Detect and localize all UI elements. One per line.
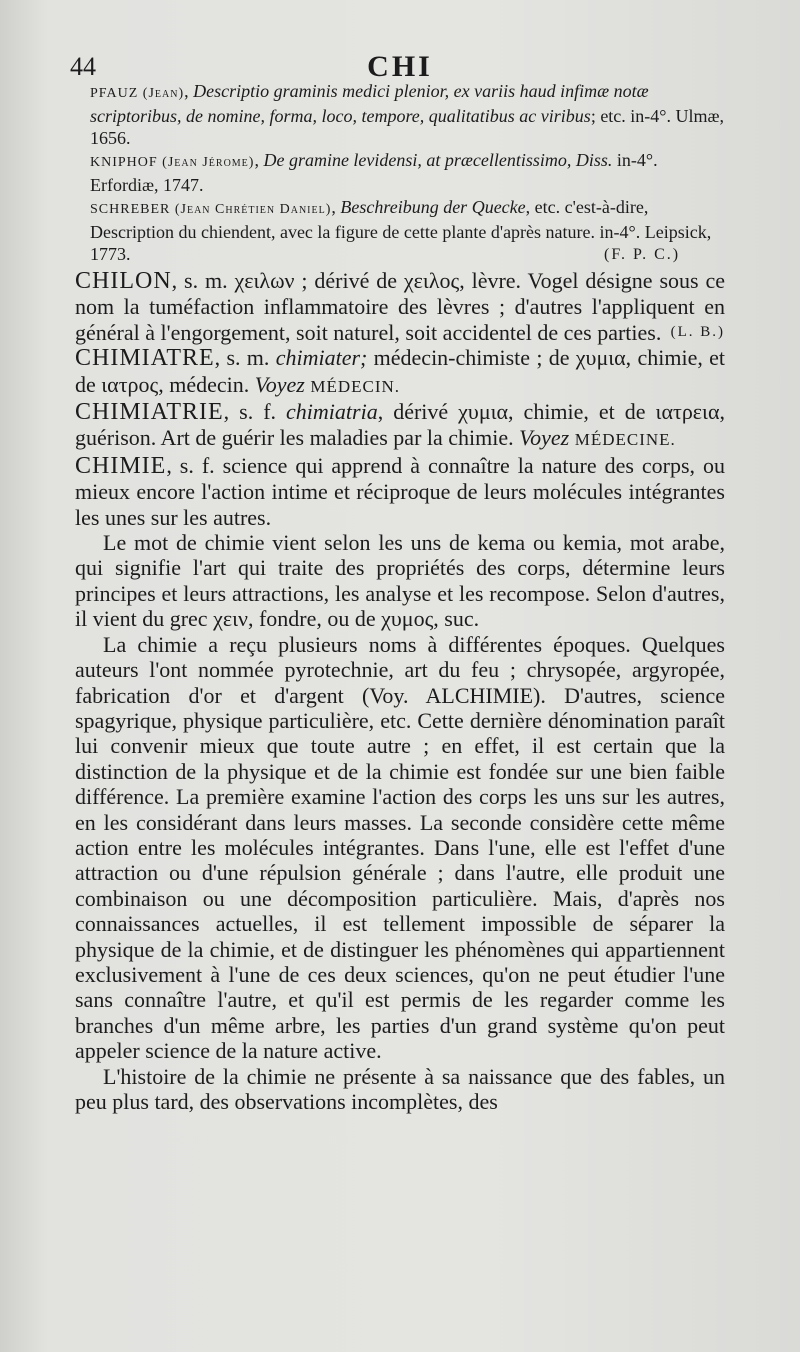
paragraph-history: L'histoire de la chimie ne présente à sa naissance que des fables, un peu plus tard, des observations incomplètes, des [75, 1063, 725, 1114]
paragraph-names: La chimie a reçu plusieurs noms à différentes époques. Quelques auteurs l'ont nommée pyrotechnie, art du feu ; chrysopée, argyropée, fabrication d'or et d'argent (Voy. ALCHIMIE). D'autres, science spagyrique, physique particulière, etc. Cette dernière dénomination paraît lui convenir mieux que toute autre ; en effet, il est certain que la distinction de la physique et de la chimie est fondée sur une bien faible différence. La première examine l'action des corps les uns sur les autres, en les considérant dans leurs masses. La seconde considère cette même action entre les molécules intégrantes. Dans l'une, elle est l'effet d'une attraction ou d'une répulsion générale ; dans l'autre, elle produit une combinaison ou une décomposition particulière. Mais, d'après nos connaissances actuelles, il est tellement impossible de séparer la physique de la chimie, et de distinguer les phénomènes qui appartiennent exclusivement à l'une de ces deux sciences, qu'on ne peut étudier l'une sans connaître l'autre, et qu'il est permis de les regarder comme les branches d'un même arbre, les parties d'un grand système qu'on peut appeler science de la nature active. [75, 631, 725, 1064]
bib-title: Descriptio graminis medici plenior, ex variis haud infimæ notæ scriptoribus, de nomine, forma, loco, tempore, qualitatibus ac viribus [90, 81, 649, 126]
entry-term: chimiatria [286, 399, 378, 425]
headword: CHIMIATRIE [75, 399, 224, 426]
entry-chimie [75, 453, 725, 530]
signature-lb: (L. B.) [670, 323, 725, 340]
bib-sep: , [254, 150, 264, 170]
entry-pre: , s. f. [223, 399, 287, 425]
bib-rest: , etc. c'est-à-dire, Description du chiendent, avec la figure de cette plante d'après nature. in-4°. Leipsick, 1773. [90, 197, 712, 264]
bib-rest: ; etc. in-4°. Ulmæ, 1656. [90, 106, 724, 148]
bib-entry-kniphof [90, 149, 730, 196]
headword: CHILON [75, 268, 172, 294]
signature-fpc: (F. P. C.) [604, 246, 681, 263]
entry-chimiatrie [75, 399, 725, 453]
bib-sep: , [331, 197, 341, 217]
bib-rest: in-4°. Erfordiæ, 1747. [90, 150, 658, 195]
entry-text: , s. f. science qui apprend à connaître la nature des corps, ou mieux encore l'action intime et réciproque de leurs molécules intégrantes les unes sur les autres. [75, 452, 725, 530]
paragraph-etymology: Le mot de chimie vient selon les uns de kema ou kemia, mot arabe, qui signifie l'art qui traite des propriétés des corps, détermine leurs principes et leurs attractions, les analyse et les recompose. Selon d'autres, il vient du grec χειν, fondre, ou de χυμος, suc. [75, 530, 725, 632]
headword: CHIMIATRE [75, 345, 215, 372]
entry-chimiatre [75, 345, 725, 399]
entry-text: médecin-chimiste ; de χυμια, chimie, et de ιατρος, médecin. [75, 345, 725, 397]
page-number: 44 [70, 52, 96, 81]
bib-author: SCHREBER (Jean Chrétien Daniel) [90, 202, 332, 217]
running-head: CHI [367, 50, 433, 83]
entry-text: , s. m. χειλων ; dérivé de χειλος, lèvre. Vogel désigne sous ce nom la tuméfaction inflammatoire des lèvres ; d'autres l'appliquent en général à l'engorgement, soit naturel, soit accidentel de ces parties. [75, 268, 725, 345]
bib-title: De gramine levidensi, at præcellentissimo, Diss. [263, 150, 613, 170]
headword: CHIMIE [75, 452, 167, 479]
bib-sep: , [184, 81, 194, 101]
entry-pre: , s. m. [214, 345, 276, 371]
see-label: Voyez [254, 371, 305, 397]
see-label: Voyez [519, 425, 570, 451]
bib-author: KNIPHOF (Jean Jérome) [90, 155, 255, 170]
bib-author: PFAUZ (Jean) [90, 86, 185, 101]
bib-title: Beschreibung der Quecke [340, 197, 526, 217]
cross-reference: MÉDECIN. [310, 376, 401, 396]
entry-chilon [75, 268, 725, 345]
article-body [75, 268, 725, 1114]
bibliography-block [90, 80, 730, 265]
entry-term: chimiater; [275, 345, 368, 371]
entry-text: , dérivé χυμια, chimie, et de ιατρεια, guérison. Art de guérir les maladies par la chimie. [75, 399, 725, 451]
cross-reference: MÉDECINE. [574, 430, 676, 450]
bib-entry-pfauz [90, 80, 730, 149]
